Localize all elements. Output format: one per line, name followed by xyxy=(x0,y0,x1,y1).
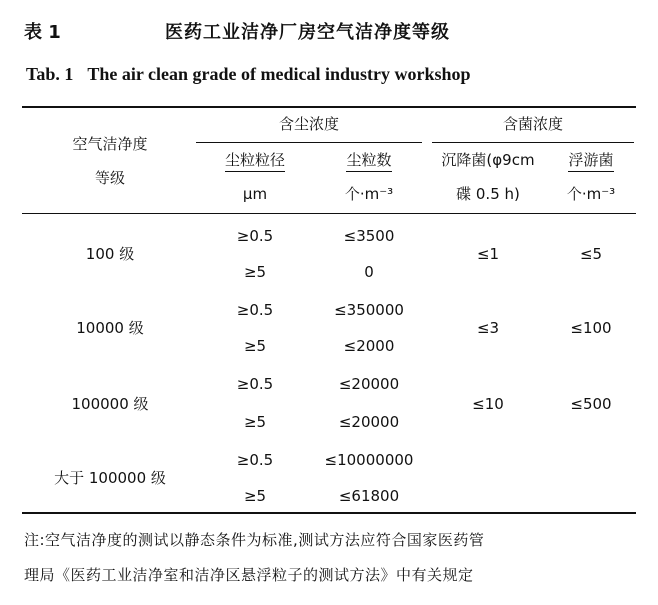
table-bottom-rule xyxy=(22,512,636,514)
dust-group-rule xyxy=(196,142,422,143)
cell-count: ≤2000 xyxy=(343,337,395,355)
table-top-rule xyxy=(22,106,636,108)
cell-size: ≥5 xyxy=(243,337,267,355)
cell-size: ≥0.5 xyxy=(236,451,274,469)
cell-count: ≤10000000 xyxy=(324,451,414,469)
cell-count: ≤20000 xyxy=(338,413,400,431)
header-grade: 空气洁净度 xyxy=(72,135,148,153)
cell-size: ≥5 xyxy=(243,413,267,431)
cell-count: ≤3500 xyxy=(343,227,395,245)
cell-size: ≥5 xyxy=(243,263,267,281)
table-number-zh: 表 1 xyxy=(24,22,61,43)
cell-settling: ≤3 xyxy=(476,319,500,337)
row-grade: 100000 级 xyxy=(71,395,149,413)
cell-size: ≥0.5 xyxy=(236,301,274,319)
row-grade: 10000 级 xyxy=(76,319,144,337)
caption-en xyxy=(26,64,471,85)
bact-group-rule xyxy=(432,142,634,143)
table-number-en: Tab. 1 xyxy=(26,64,74,84)
footnote-line-2: 理局《医药工业洁净室和洁净区悬浮粒子的测试方法》中有关规定 xyxy=(24,566,474,584)
cell-floating: ≤100 xyxy=(570,319,612,337)
header-particle-size-unit: μm xyxy=(242,185,268,203)
header-settling: 沉降菌(φ9cm xyxy=(441,151,535,169)
table-header-rule xyxy=(22,213,636,214)
cell-floating: ≤500 xyxy=(570,395,612,413)
row-grade: 100 级 xyxy=(85,245,135,263)
table-title-en: The air clean grade of medical industry workshop xyxy=(87,64,471,84)
header-particle-count: 尘粒数 xyxy=(316,150,422,170)
header-grade-2: 等级 xyxy=(94,169,125,187)
cell-count: ≤20000 xyxy=(338,375,400,393)
cell-size: ≥0.5 xyxy=(236,375,274,393)
header-settling-2: 碟 0.5 h) xyxy=(456,185,520,203)
caption-zh xyxy=(0,14,658,44)
cell-size: ≥5 xyxy=(243,487,267,505)
header-dust-group: 含尘浓度 xyxy=(278,115,339,133)
cell-count: 0 xyxy=(364,263,374,281)
cell-settling: ≤10 xyxy=(472,395,504,413)
header-bact-group: 含菌浓度 xyxy=(502,115,563,133)
cell-size: ≥0.5 xyxy=(236,227,274,245)
cell-settling: ≤1 xyxy=(476,245,500,263)
header-floating-unit: 个·m⁻³ xyxy=(566,185,616,203)
cell-floating: ≤5 xyxy=(579,245,603,263)
cell-count: ≤61800 xyxy=(338,487,400,505)
cell-count: ≤350000 xyxy=(334,301,404,319)
header-particle-size: 尘粒粒径 xyxy=(200,150,310,170)
header-floating: 浮游菌 xyxy=(548,150,634,170)
header-particle-count-unit: 个·m⁻³ xyxy=(344,185,394,203)
footnote-line-1: 注:空气洁净度的测试以静态条件为标准,测试方法应符合国家医药管 xyxy=(24,531,485,549)
row-grade: 大于 100000 级 xyxy=(54,469,166,487)
table-title-zh: 医药工业洁净厂房空气洁净度等级 xyxy=(165,22,450,43)
